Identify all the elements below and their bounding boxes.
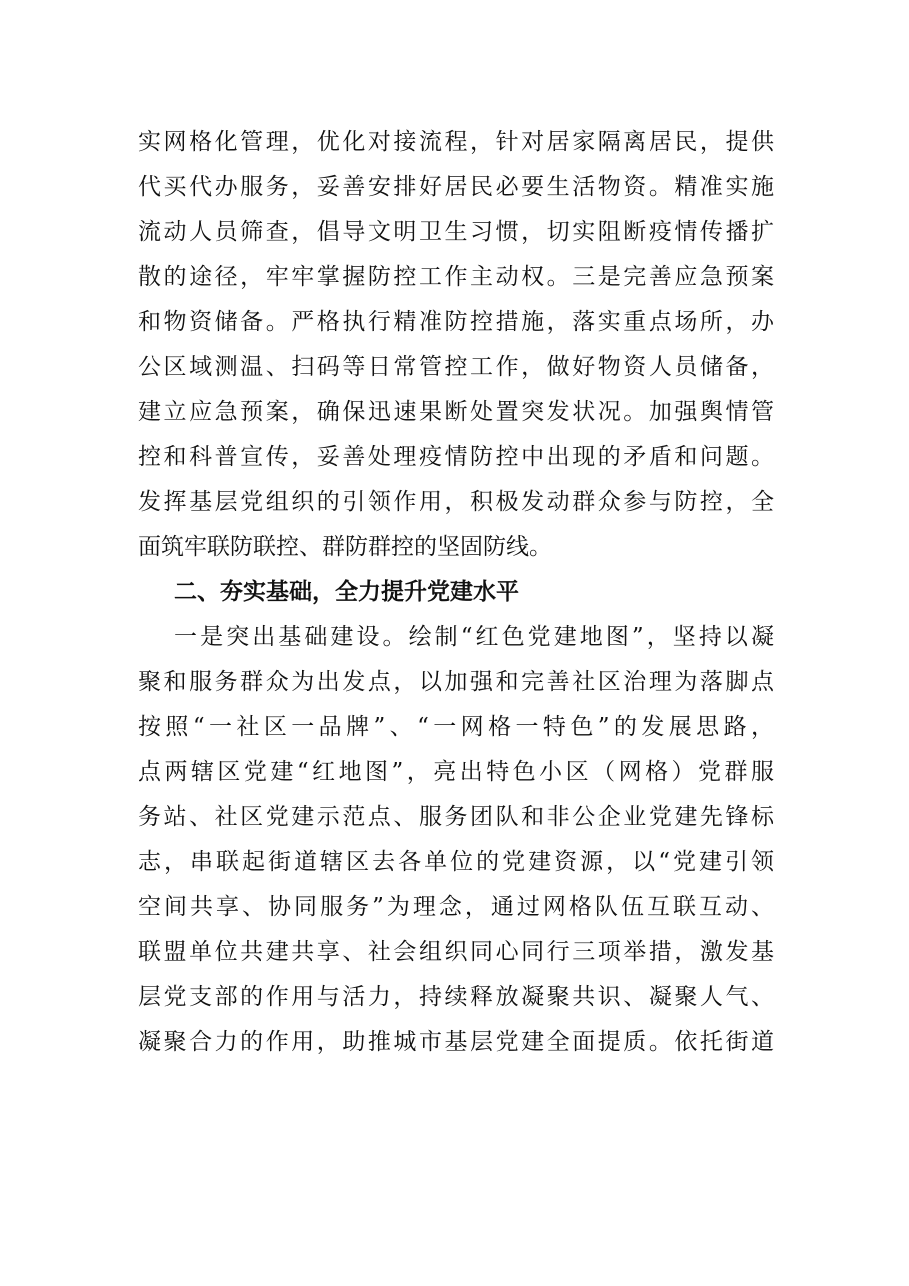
paragraph1-line: 面筑牢联防联控、群防群控的坚固防线。	[138, 534, 552, 560]
paragraph1-line: 代买代办服务，妥善安排好居民必要生活物资。精准实施	[138, 174, 774, 200]
section-heading: 二、夯实基础，全力提升党建水平	[174, 579, 519, 605]
paragraph2-line: 点两辖区党建“红地图”，亮出特色小区（网格）党群服	[138, 759, 774, 785]
paragraph2-line: 务站、社区党建示范点、服务团队和非公企业党建先锋标	[138, 804, 774, 830]
paragraph2-line: 联盟单位共建共享、社会组织同心同行三项举措，激发基	[138, 939, 774, 965]
paragraph2-line: 志，串联起街道辖区去各单位的党建资源，以“党建引领	[138, 849, 774, 875]
paragraph2-line: 聚和服务群众为出发点，以加强和完善社区治理为落脚点	[138, 669, 774, 695]
paragraph1-line: 散的途径，牢牢掌握防控工作主动权。三是完善应急预案	[138, 264, 774, 290]
paragraph1-line: 建立应急预案，确保迅速果断处置突发状况。加强舆情管	[138, 399, 774, 425]
paragraph1-line: 实网格化管理，优化对接流程，针对居家隔离居民，提供	[138, 129, 774, 155]
paragraph1-line: 控和科普宣传，妥善处理疫情防控中出现的矛盾和问题。	[138, 444, 774, 470]
paragraph1-line: 和物资储备。严格执行精准防控措施，落实重点场所，办	[138, 309, 774, 335]
paragraph1-line: 公区域测温、扫码等日常管控工作，做好物资人员储备，	[138, 354, 774, 380]
paragraph2-line: 一是突出基础建设。绘制“红色党建地图”，坚持以凝	[174, 624, 774, 650]
paragraph2-line: 层党支部的作用与活力，持续释放凝聚共识、凝聚人气、	[138, 984, 774, 1010]
paragraph1-line: 流动人员筛查，倡导文明卫生习惯，切实阻断疫情传播扩	[138, 219, 774, 245]
paragraph2-line: 空间共享、协同服务”为理念，通过网格队伍互联互动、	[138, 894, 774, 920]
paragraph2-line: 凝聚合力的作用，助推城市基层党建全面提质。依托街道	[138, 1029, 774, 1055]
paragraph2-line: 按照“一社区一品牌”、“一网格一特色”的发展思路，	[138, 714, 774, 740]
paragraph1-line: 发挥基层党组织的引领作用，积极发动群众参与防控，全	[138, 489, 774, 515]
